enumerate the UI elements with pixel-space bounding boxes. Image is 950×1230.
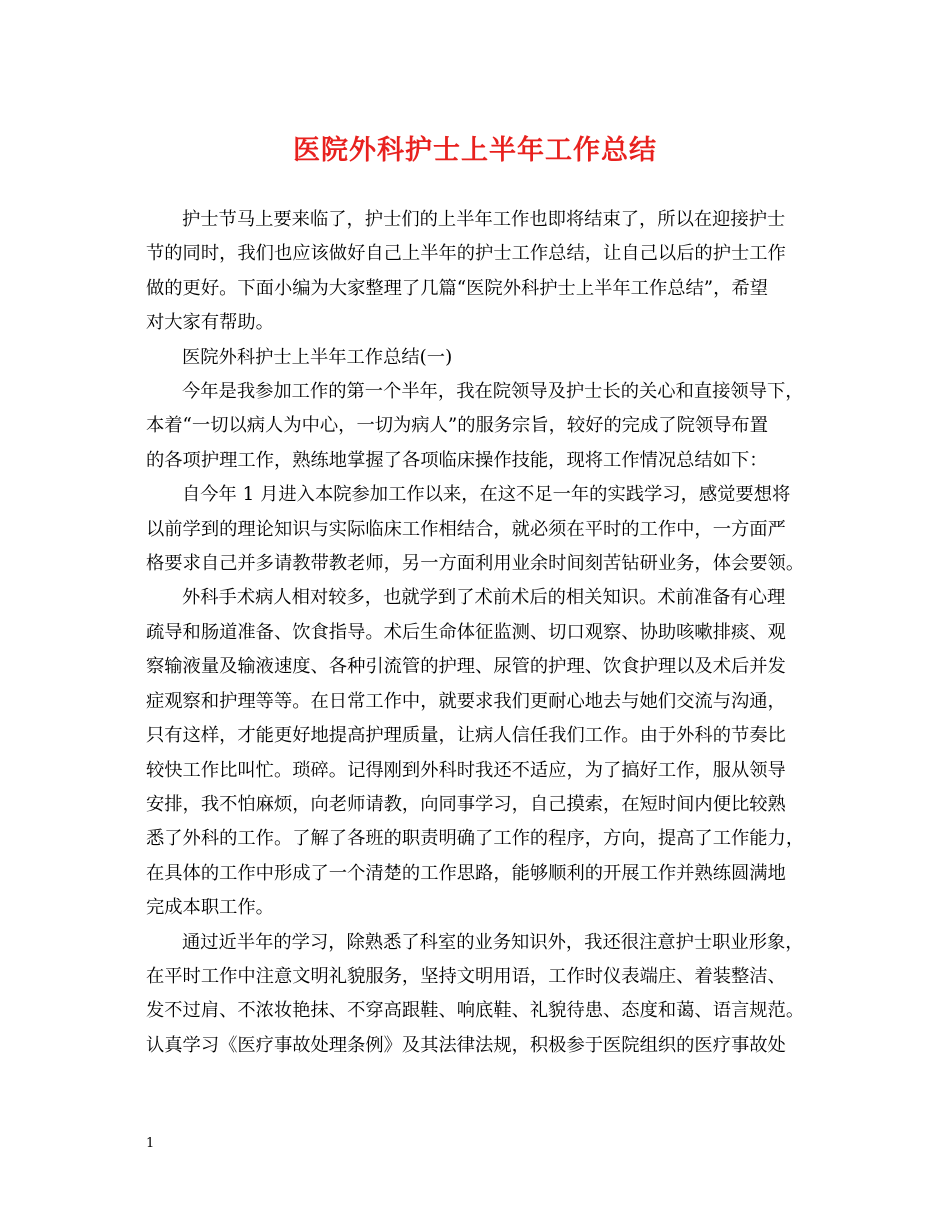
paragraph-4 xyxy=(146,926,806,1064)
text-line: 做的更好。下面小编为大家整理了几篇“医院外科护士上半年工作总结”，希望 xyxy=(146,277,768,299)
text-line: 的各项护理工作，熟练地掌握了各项临床操作技能，现将工作情况总结如下： xyxy=(146,449,768,471)
section-heading xyxy=(146,341,806,375)
text-line: 本着“一切以病人为中心，一切为病人”的服务宗旨，较好的完成了院领导布置 xyxy=(146,415,768,437)
text-line: 较快工作比叫忙。琐碎。记得刚到外科时我还不适应，为了搞好工作，服从领导 xyxy=(146,759,786,781)
text-line: 认真学习《医疗事故处理条例》及其法律法规，积极参于医院组织的医疗事故处 xyxy=(146,1034,786,1056)
paragraph-3 xyxy=(146,581,806,925)
paragraph-2 xyxy=(146,478,806,581)
text-line: 察输液量及输液速度、各种引流管的护理、尿管的护理、饮食护理以及术后并发 xyxy=(146,656,786,678)
text-line: 外科手术病人相对较多，也就学到了术前术后的相关知识。术前准备有心理 xyxy=(182,587,786,609)
text-line: 通过近半年的学习，除熟悉了科室的业务知识外，我还很注意护士职业形象， xyxy=(182,931,804,953)
paragraph-intro xyxy=(146,203,806,341)
text-line: 完成本职工作。 xyxy=(146,897,274,919)
page-number: 1 xyxy=(146,1136,155,1151)
document-title: 医院外科护士上半年工作总结 xyxy=(293,135,657,166)
text-line: 对大家有帮助。 xyxy=(146,312,274,334)
text-line: 在平时工作中注意文明礼貌服务，坚持文明用语，工作时仪表端庄、着装整洁、 xyxy=(146,965,786,987)
document-body xyxy=(146,203,806,1063)
text-line: 症观察和护理等等。在日常工作中，就要求我们更耐心地去与她们交流与沟通， xyxy=(146,690,786,712)
text-line: 节的同时，我们也应该做好自己上半年的护士工作总结，让自己以后的护士工作 xyxy=(146,243,786,265)
text-line: 在具体的工作中形成了一个清楚的工作思路，能够顺利的开展工作并熟练圆满地 xyxy=(146,862,786,884)
text-line: 今年是我参加工作的第一个半年，我在院领导及护士长的关心和直接领导下， xyxy=(182,381,804,403)
text-line: 自今年 1 月进入本院参加工作以来，在这不足一年的实践学习，感觉要想将 xyxy=(182,484,791,506)
text-line: 悉了外科的工作。了解了各班的职责明确了工作的程序，方向，提高了工作能力， xyxy=(146,828,805,850)
text-line: 安排，我不怕麻烦，向老师请教，向同事学习，自己摸索，在短时间内便比较熟 xyxy=(146,793,786,815)
text-line: 格要求自己并多请教带教老师，另一方面利用业余时间刻苦钻研业务，体会要领。 xyxy=(146,553,805,575)
text-line: 发不过肩、不浓妆艳抹、不穿高跟鞋、响底鞋、礼貌待患、态度和蔼、语言规范。 xyxy=(146,1000,805,1022)
text-line: 护士节马上要来临了，护士们的上半年工作也即将结束了，所以在迎接护士 xyxy=(182,209,786,230)
text-line: 医院外科护士上半年工作总结(一) xyxy=(182,346,453,368)
text-line: 以前学到的理论知识与实际临床工作相结合，就必须在平时的工作中，一方面严 xyxy=(146,518,786,540)
text-line: 只有这样，才能更好地提高护理质量，让病人信任我们工作。由于外科的节奏比 xyxy=(146,725,786,747)
paragraph-1 xyxy=(146,375,806,478)
text-line: 疏导和肠道准备、饮食指导。术后生命体征监测、切口观察、协助咳嗽排痰、观 xyxy=(146,621,786,643)
